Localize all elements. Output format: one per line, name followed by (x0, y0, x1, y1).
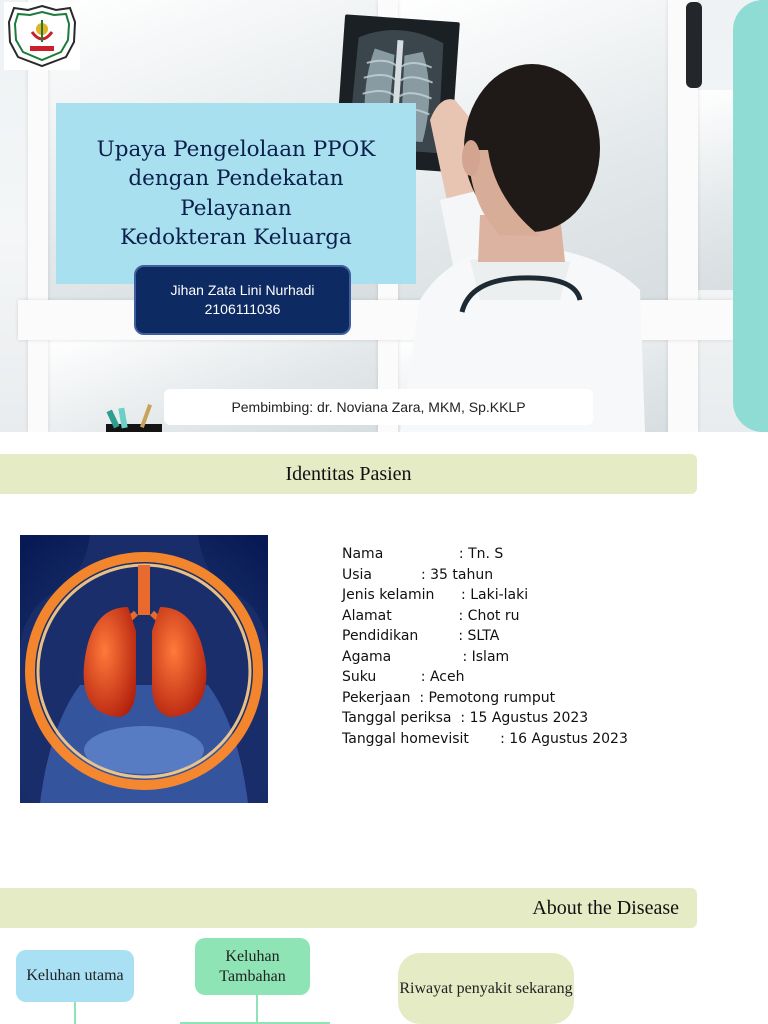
identity-heading: Identitas Pasien (285, 462, 412, 485)
cover-slide (0, 0, 768, 432)
identity-row: Pekerjaan : Pemotong rumput (342, 689, 556, 706)
about-slide (0, 884, 768, 1024)
title-box (56, 103, 416, 284)
author-box (134, 265, 351, 335)
identity-row: Suku : Aceh (342, 669, 465, 685)
node-label: Tambahan (219, 967, 286, 985)
author-name: Jihan Zata Lini Nurhadi (170, 282, 315, 298)
about-heading: About the Disease (532, 896, 679, 919)
identity-row: Agama : Islam (342, 648, 510, 665)
identity-row: Alamat : Chot ru (342, 607, 520, 624)
identity-row: Tanggal homevisit : 16 Agustus 2023 (342, 730, 628, 747)
node-main-complaint (16, 950, 134, 1002)
node-label: Keluhan utama (26, 967, 124, 984)
lungs-illustration (20, 535, 268, 803)
identity-list (342, 544, 702, 749)
identity-row: Pendidikan : SLTA (342, 628, 500, 644)
title-line: Upaya Pengelolaan PPOK (96, 136, 376, 162)
node-label: Keluhan (225, 947, 280, 965)
identity-slide (0, 432, 768, 884)
pen-holder-icon (100, 402, 166, 432)
title-line: dengan Pendekatan Pelayanan (128, 166, 344, 221)
title-line: Kedokteran Keluarga (120, 225, 352, 250)
node-label: Riwayat penyakit sekarang (399, 979, 573, 997)
about-heading-band (0, 888, 697, 928)
accent-strip (733, 0, 768, 432)
node-additional-complaint (195, 938, 310, 995)
identity-row: Tanggal periksa : 15 Agustus 2023 (342, 710, 589, 726)
connector-line (256, 995, 258, 1024)
identity-row: Jenis kelamin : Laki-laki (342, 587, 529, 603)
identity-row: Nama : Tn. S (342, 546, 504, 562)
mentor-label: Pembimbing: dr. Noviana Zara, MKM, Sp.KKLP (164, 389, 593, 425)
node-current-history (398, 953, 574, 1024)
connector-line (74, 1002, 76, 1024)
identity-row: Usia : 35 tahun (342, 566, 494, 583)
identity-heading-band (0, 454, 697, 494)
author-id: 2106111036 (204, 301, 281, 317)
university-logo (4, 2, 80, 70)
presentation-title (71, 135, 401, 253)
